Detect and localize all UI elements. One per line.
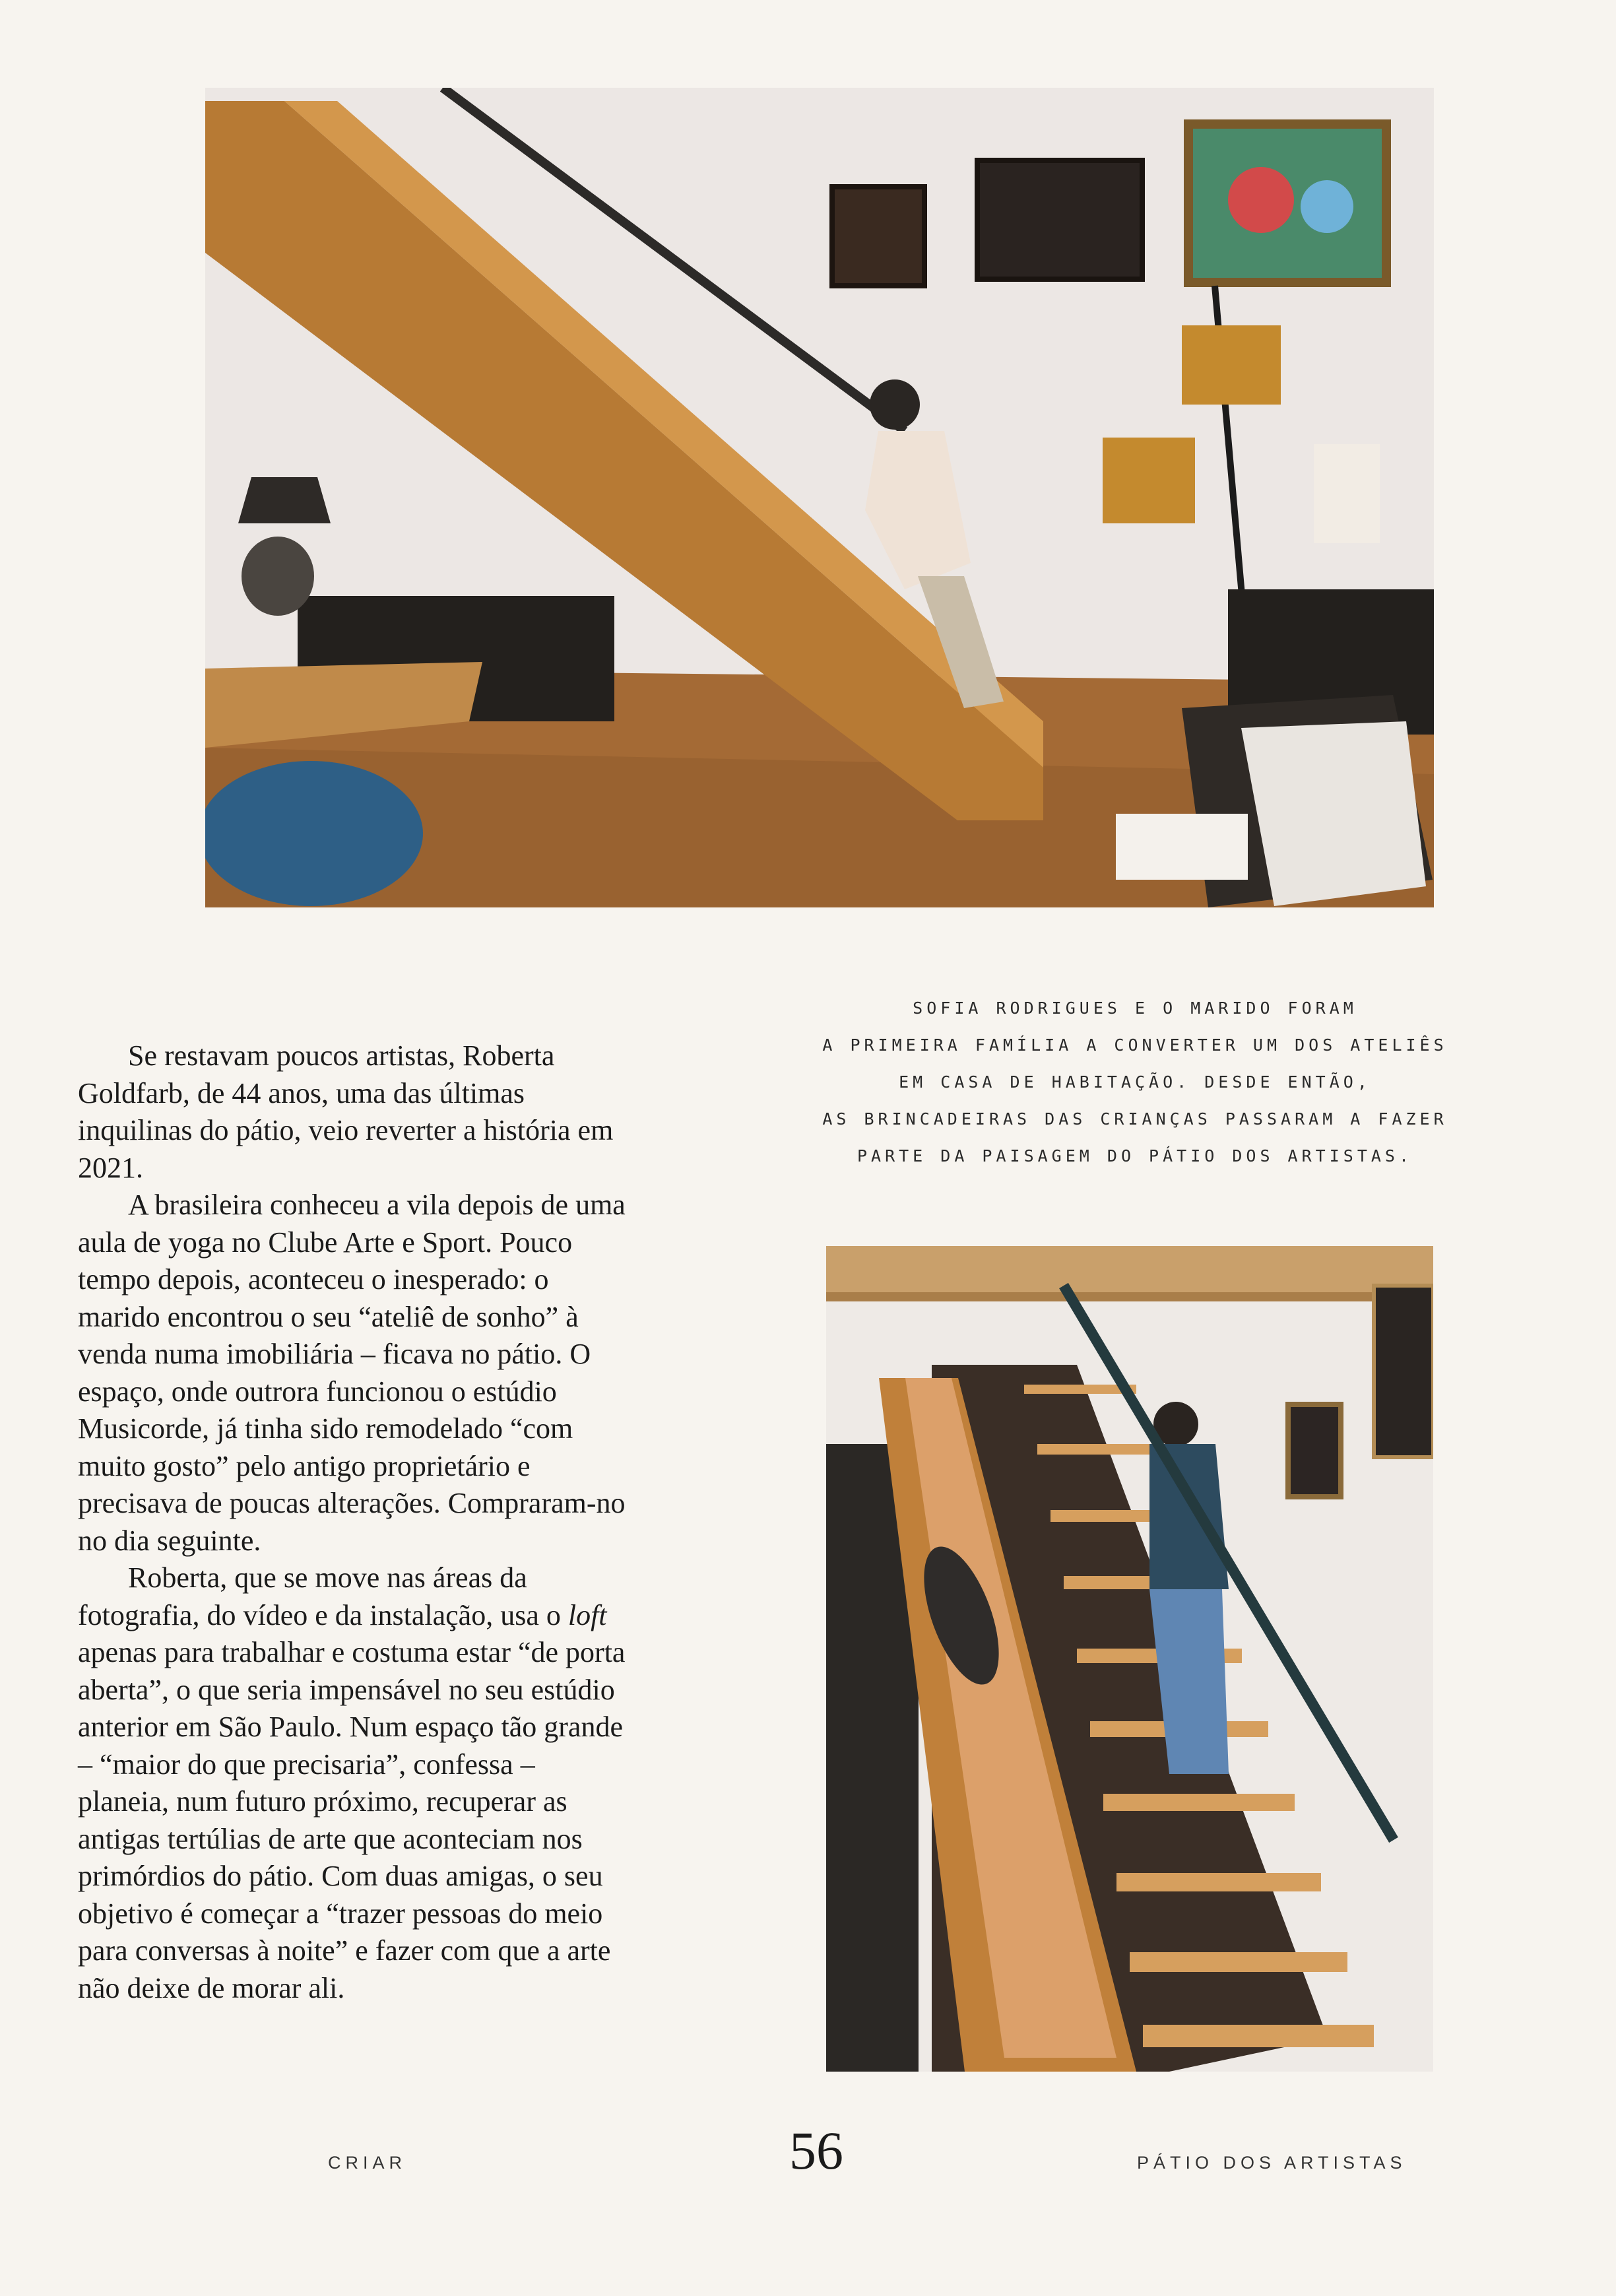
- photo-caption: [759, 990, 1511, 1175]
- slide-photo-illustration: [826, 1246, 1433, 2072]
- paragraph: [78, 1187, 626, 1559]
- article-body: [78, 1037, 626, 2007]
- paragraph-text: Se restavam poucos artistas, Roberta Goldfarb, de 44 anos, uma das últimas inquilinas do pátio, veio reverter a história em 2021.: [78, 1039, 614, 1184]
- italic-word: loft: [567, 1598, 607, 1631]
- footer-running-title: PÁTIO DOS ARTISTAS: [1137, 2153, 1407, 2173]
- caption-line: SOFIA RODRIGUES E O MARIDO FORAM: [913, 999, 1357, 1018]
- paragraph: [78, 1559, 626, 2007]
- caption-line: AS BRINCADEIRAS DAS CRIANÇAS PASSARAM A FAZER: [822, 1109, 1448, 1129]
- photo-staircase-living-room: [205, 88, 1434, 907]
- paragraph-text: apenas para trabalhar e costuma estar “de porta aberta”, o que seria impensável no seu estúdio anterior em São Paulo. Num espaço tão grande – “maior do que precisaria”, confessa – planeia, num futuro próximo, recuperar as antigas tertúlias de arte que aconteciam nos primórdios do pátio. Com duas amigas, o seu objetivo é começar a “trazer pessoas do meio para conversas à noite” e fazer com que a arte não deixe de morar ali.: [78, 1636, 626, 2004]
- footer-section-label: CRIAR: [328, 2153, 407, 2173]
- photo-slide-staircase: [826, 1246, 1433, 2072]
- paragraph-text: Roberta, que se move nas áreas da fotografia, do vídeo e da instalação, usa o: [78, 1561, 568, 1631]
- staircase-photo-illustration: [205, 88, 1434, 907]
- caption-line: EM CASA DE HABITAÇÃO. DESDE ENTÃO,: [899, 1072, 1371, 1092]
- caption-line: A PRIMEIRA FAMÍLIA A CONVERTER UM DOS ATELIÊS: [822, 1035, 1448, 1055]
- caption-line: PARTE DA PAISAGEM DO PÁTIO DOS ARTISTAS.: [856, 1146, 1413, 1165]
- paragraph-text: A brasileira conheceu a vila depois de uma aula de yoga no Clube Arte e Sport. Pouco tempo depois, aconteceu o inesperado: o marido encontrou o seu “ateliê de sonho” à venda numa imobiliária – ficava no pátio. O espaço, onde outrora funcionou o estúdio Musicorde, já tinha sido remodelado “com muito gosto” pelo antigo proprietário e precisava de poucas alterações. Compraram-no no dia seguinte.: [78, 1189, 626, 1557]
- paragraph: [78, 1037, 626, 1187]
- page-number: 56: [789, 2120, 843, 2181]
